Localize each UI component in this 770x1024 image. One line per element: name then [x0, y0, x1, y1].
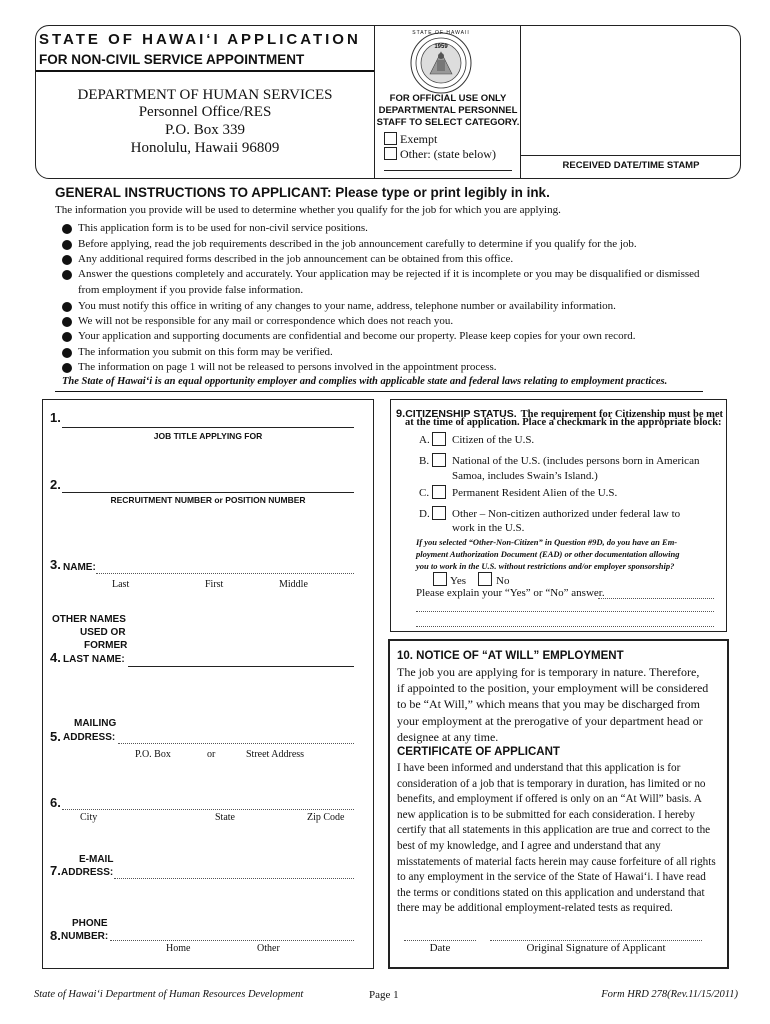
footer-form-number: Form HRD 278(Rev.11/15/2011) [601, 989, 738, 1000]
certificate-text-line: certify that all statements in this application are true and correct to the [397, 824, 711, 837]
city-label: City [80, 812, 98, 823]
certificate-text-line: new application is to be submitted for each consideration. I hereby [397, 808, 695, 821]
phone-other-label: Other [257, 943, 280, 954]
option-d-letter: D. [419, 508, 430, 520]
instruction-bullet-text: Any additional required forms described in the job announcement can be obtained from this office. [78, 253, 514, 265]
bullet-icon [62, 270, 72, 280]
instruction-bullet-text: Answer the questions completely and accurately. Your application may be rejected if it is incomplete or you may be disqualified or dismissed [78, 268, 700, 280]
instruction-bullet-text: Before applying, read the job requirements described in the job announcement carefully to determine if you qualify for the job. [78, 238, 637, 250]
official-use-line2: DEPARTMENTAL PERSONNEL [378, 105, 518, 116]
ead-yes-checkbox[interactable] [433, 572, 447, 586]
option-a-letter: A. [419, 434, 430, 446]
department-office: Personnel Office/RES [138, 104, 272, 120]
signature-label: Original Signature of Applicant [526, 942, 666, 954]
ead-question-3: you to work in the U.S. without restrictions and/or employer sponsorship? [416, 561, 675, 571]
bullet-icon [62, 363, 72, 373]
official-use-line1: FOR OFFICIAL USE ONLY [389, 93, 507, 104]
other-names-label-1: OTHER NAMES [52, 614, 126, 625]
ead-no-label: No [496, 575, 510, 587]
field-1-number: 1. [50, 410, 61, 425]
bullet-icon [62, 224, 72, 234]
field-4-number: 4. [50, 650, 61, 665]
department-po-box: P.O. Box 339 [164, 122, 246, 138]
bullet-icon [62, 240, 72, 250]
explain-line-3 [416, 626, 714, 627]
department-city: Honolulu, Hawaii 96809 [130, 140, 280, 156]
at-will-text-line: designee at any time. [397, 729, 499, 744]
phone-label-2: NUMBER: [61, 931, 109, 942]
eeo-underline [55, 391, 703, 392]
name-label: NAME: [63, 562, 96, 573]
option-d-text-2: work in the U.S. [452, 522, 525, 534]
stamp-divider [520, 155, 741, 156]
bullet-4-continued: from employment if you provide false information. [78, 284, 304, 296]
other-names-input[interactable] [130, 652, 352, 666]
instruction-bullet-text: Your application and supporting documents are confidential and become our property. Please keep copies for your own record. [78, 330, 636, 342]
mailing-address-input[interactable] [120, 729, 352, 743]
instructions-heading: GENERAL INSTRUCTIONS TO APPLICANT: Please type or print legibly in ink. [55, 185, 550, 200]
mailing-address-line [118, 743, 354, 744]
title-underline [36, 70, 374, 72]
street-address-label: Street Address [246, 749, 305, 760]
ead-yes-label: Yes [450, 575, 467, 587]
name-last-label: Last [112, 579, 130, 590]
recruitment-number-input[interactable] [66, 478, 351, 492]
footer-page-number: Page 1 [369, 989, 399, 1001]
mailing-label-1: MAILING [74, 718, 117, 729]
other-names-label-2: USED OR [80, 627, 126, 638]
explain-line-2 [416, 611, 714, 612]
job-title-label: JOB TITLE APPLYING FOR [153, 431, 263, 441]
instruction-bullet-text: You must notify this office in writing of any changes to your name, address, telephone number or availability information. [78, 300, 616, 312]
at-will-heading: 10. NOTICE OF “AT WILL” EMPLOYMENT [397, 650, 624, 662]
option-b-checkbox[interactable] [432, 453, 446, 467]
signature-line [490, 940, 702, 941]
option-a-text: Citizen of the U.S. [452, 434, 535, 446]
other-names-line [128, 666, 354, 667]
field-6-number: 6. [50, 795, 61, 810]
explain-line-1 [598, 598, 714, 599]
bullet-icon [62, 332, 72, 342]
city-state-zip-input[interactable] [66, 795, 352, 809]
form-title-line1: STATE OF HAWAI‘I APPLICATION [39, 31, 361, 48]
form-title-line2: FOR NON-CIVIL SERVICE APPOINTMENT [39, 52, 305, 67]
recruitment-number-label: RECRUITMENT NUMBER or POSITION NUMBER [110, 495, 306, 505]
field-8-number: 8. [50, 928, 61, 943]
citizenship-heading: 9.CITIZENSHIP STATUS. The requirement for Citizenship must be met [396, 408, 724, 420]
other-category-line [384, 170, 512, 171]
email-input[interactable] [116, 864, 352, 878]
name-input[interactable] [98, 559, 352, 573]
field-2-number: 2. [50, 477, 61, 492]
explain-label: Please explain your “Yes” or “No” answer. [416, 587, 605, 599]
certificate-text-line: I have been informed and understand that this application is for [397, 762, 681, 774]
certificate-text-line: consideration of a job that is temporary in duration, has limited or no [397, 777, 706, 790]
other-names-label-3: FORMER [84, 640, 128, 651]
at-will-text-line: The job you are applying for is temporary in nature. Therefore, [397, 665, 700, 679]
date-line [404, 940, 476, 941]
bullet-icon [62, 317, 72, 327]
certificate-text-line: to any employment in the service of the State of Hawai‘i. I have read [397, 871, 706, 884]
certificate-text-line: best of my knowledge, and I agree and understand that any [397, 840, 661, 852]
name-line [96, 573, 354, 574]
instruction-bullet-text: This application form is to be used for non-civil service positions. [78, 222, 368, 234]
at-will-text-line: if appointed to the position, your employment will be considered [397, 681, 709, 696]
certificate-text-line: misstatements of material facts herein may cause forfeiture of all rights [397, 855, 716, 868]
other-category-checkbox[interactable] [384, 147, 397, 160]
phone-line [110, 940, 354, 941]
email-line [114, 878, 354, 879]
email-label-1: E-MAIL [79, 854, 114, 865]
field-5-number: 5. [50, 729, 61, 744]
city-state-zip-line [62, 809, 354, 810]
recruitment-number-line [62, 492, 354, 493]
bullet-icon [62, 255, 72, 265]
instruction-bullet-text: We will not be responsible for any mail or correspondence which does not reach you. [78, 315, 454, 327]
mailing-label-2: ADDRESS: [63, 732, 116, 743]
option-c-checkbox[interactable] [432, 485, 446, 499]
field-3-number: 3. [50, 557, 61, 572]
instruction-bullet-text: The information you submit on this form may be verified. [78, 346, 333, 358]
zip-code-label: Zip Code [307, 812, 345, 823]
option-c-letter: C. [419, 487, 430, 499]
phone-input[interactable] [112, 926, 352, 940]
ead-question-2: ployment Authorization Document (EAD) or other documentation allowing [416, 549, 680, 559]
option-b-text-2: Samoa, includes Swain’s Island.) [452, 470, 598, 482]
bullet-icon [62, 348, 72, 358]
name-middle-label: Middle [279, 579, 308, 590]
date-label: Date [429, 942, 451, 954]
email-label-2: ADDRESS: [61, 867, 114, 878]
other-category-label: Other: (state below) [400, 147, 496, 161]
certificate-text-line: there may be additional employment-related tests as required. [397, 902, 673, 915]
at-will-text-line: to be “At Will,” which means that you may be discharged from [397, 697, 700, 712]
certificate-heading: CERTIFICATE OF APPLICANT [397, 746, 560, 758]
option-b-text-1: National of the U.S. (includes persons born in American [452, 455, 700, 467]
or-label: or [207, 749, 216, 760]
job-title-line [62, 427, 354, 428]
header-divider-1 [374, 25, 375, 179]
exempt-label: Exempt [400, 132, 438, 146]
option-d-checkbox[interactable] [432, 506, 446, 520]
phone-label-1: PHONE [72, 918, 108, 929]
exempt-checkbox[interactable] [384, 132, 397, 145]
eeo-statement: The State of Hawai‘i is an equal opportunity employer and complies with applicable state and federal laws relating to employment practices. [62, 376, 668, 387]
bullet-icon [62, 302, 72, 312]
certificate-text-line: benefits, and employment if offered is only on an “At Will” basis. A [397, 793, 702, 806]
instruction-bullet-text: The information on page 1 will not be released to persons involved in the appointment process. [78, 361, 497, 373]
field-7-number: 7. [50, 863, 61, 878]
option-d-text-1: Other – Non-citizen authorized under federal law to [452, 508, 681, 520]
other-names-label-4: LAST NAME: [63, 654, 125, 665]
ead-no-checkbox[interactable] [478, 572, 492, 586]
seal-ring-text: STATE OF HAWAII [412, 30, 470, 36]
citizenship-requirement-line2: at the time of application. Place a checkmark in the appropriate block: [405, 417, 722, 428]
at-will-text-line: your employment at the prerogative of your department head or [397, 713, 703, 728]
option-b-letter: B. [419, 455, 430, 467]
received-stamp-label: RECEIVED DATE/TIME STAMP [562, 160, 700, 171]
option-a-checkbox[interactable] [432, 432, 446, 446]
ead-question-1: If you selected “Other-Non-Citizen” in Question #9D, do you have an Em- [416, 537, 678, 547]
po-box-label: P.O. Box [135, 749, 171, 760]
state-label: State [215, 812, 235, 823]
state-seal-icon [410, 30, 472, 96]
job-title-input[interactable] [66, 412, 351, 426]
name-first-label: First [205, 579, 224, 590]
department-name: DEPARTMENT OF HUMAN SERVICES [77, 87, 333, 103]
option-c-text: Permanent Resident Alien of the U.S. [452, 487, 618, 499]
official-use-line3: STAFF TO SELECT CATEGORY. [376, 117, 520, 128]
seal-year: 1959 [434, 44, 448, 50]
footer-left: State of Hawai‘i Department of Human Resources Development [34, 989, 304, 1000]
instructions-intro: The information you provide will be used to determine whether you qualify for the job for which you are applying. [55, 204, 561, 216]
phone-home-label: Home [166, 943, 191, 954]
certificate-text-line: the terms or conditions stated on this application and understand that [397, 886, 705, 899]
